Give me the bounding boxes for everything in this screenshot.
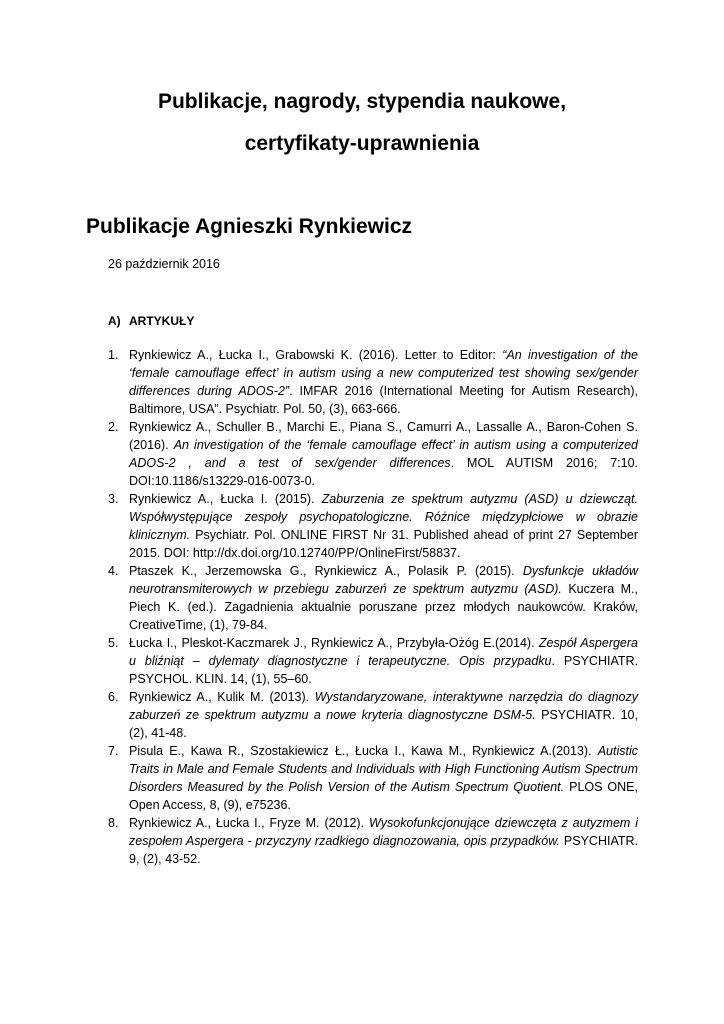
publication-citation-text: PLOS ONE, Open Access, 8, (9), e75236. bbox=[129, 780, 638, 812]
publication-citation-text: Psychiatr. Pol. ONLINE FIRST Nr 31. Published ahead of print 27 September 2015. DOI: http://dx.doi.org/10.12740/PP/OnlineFirst/58837. bbox=[129, 528, 638, 560]
publication-number: 4. bbox=[108, 564, 119, 578]
publication-citation-text: Rynkiewicz A., Łucka I. (2015). bbox=[129, 492, 322, 506]
publication-citation-text: Rynkiewicz A., Schuller B., Marchi E., Piana S., Camurri A., Lassalle A., Baron-Cohen S. (2016). bbox=[129, 420, 638, 452]
publication-item bbox=[108, 418, 638, 490]
subsection-heading bbox=[108, 313, 194, 329]
publication-item bbox=[108, 490, 638, 562]
document-title-line-1: Publikacje, nagrody, stypendia naukowe, bbox=[157, 90, 567, 113]
publication-item bbox=[108, 688, 638, 742]
publication-title-text: “An investigation of the ‘female camouflage effect’ in autism using a new computerized test showing sex/gender differences during ADOS-2” bbox=[129, 348, 638, 398]
publication-number: 6. bbox=[108, 690, 119, 704]
publication-citation-text: Łucka I., Pleskot-Kaczmarek J., Rynkiewicz A., Przybyła-Ożóg E.(2014). bbox=[129, 636, 539, 650]
publication-list bbox=[108, 346, 638, 868]
publication-citation-text: . PSYCHIATR. PSYCHOL. KLIN. 14, (1), 55–60. bbox=[129, 654, 638, 686]
publication-title-text: Wystandaryzowane, interaktywne narzędzia do diagnozy zaburzeń ze spektrum autyzmu a nowe kryteria diagnostyczne DSM-5. bbox=[129, 690, 638, 722]
publication-item bbox=[108, 814, 638, 868]
publication-item bbox=[108, 742, 638, 814]
publication-title-text: Autistic Traits in Male and Female Students and Individuals with High Functioning Autism Spectrum Disorders Measured by the Polish Version of the Autism Spectrum Quotient. bbox=[129, 744, 638, 794]
subsection-label: ARTYKUŁY bbox=[129, 314, 195, 328]
publication-citation-text: . IMFAR 2016 (International Meeting for Autism Research), Baltimore, USA”. Psychiatr. Pol. 50, (3), 663-666. bbox=[129, 384, 639, 416]
publication-title-text: Zespół Aspergera u bliźniąt – dylematy diagnostyczne i terapeutyczne. Opis przypadku bbox=[129, 636, 638, 668]
publication-number: 8. bbox=[108, 816, 119, 830]
publication-citation-text: Kuczera M., Piech K. (ed.). Zagadnienia aktualnie poruszane przez młodych naukowców. Kraków, CreativeTime, (1), 79-84. bbox=[129, 582, 638, 632]
publication-number: 3. bbox=[108, 492, 119, 506]
publication-citation-text: Rynkiewicz A., Łucka I., Grabowski K. (2016). Letter to Editor: bbox=[129, 348, 503, 362]
section-heading: Publikacje Agnieszki Rynkiewicz bbox=[86, 215, 413, 238]
publication-item bbox=[108, 562, 638, 634]
publication-number: 7. bbox=[108, 744, 119, 758]
publication-citation-text: Pisula E., Kawa R., Szostakiewicz Ł., Łucka I., Kawa M., Rynkiewicz A.(2013). bbox=[129, 744, 598, 758]
publication-item bbox=[108, 634, 638, 688]
publication-citation-text: Ptaszek K., Jerzemowska G., Rynkiewicz A., Polasik P. (2015). bbox=[129, 564, 523, 578]
publication-item bbox=[108, 346, 638, 418]
document-date: 26 październik 2016 bbox=[108, 257, 220, 271]
publication-title-text: An investigation of the ‘female camouflage effect’ in autism using a computerized ADOS-2 , and a test of sex/gender differences bbox=[129, 438, 638, 470]
publication-title-text: Zaburzenia ze spektrum autyzmu (ASD) u dziewcząt. Współwystępujące zespoły psychopatologiczne. Różnice międzypłciowe w obrazie klinicznym. bbox=[129, 492, 638, 542]
publication-citation-text: Rynkiewicz A., Łucka I., Fryze M. (2012). bbox=[129, 816, 369, 830]
publication-number: 5. bbox=[108, 636, 119, 650]
publication-citation-text: PSYCHIATR. 9, (2), 43-52. bbox=[129, 834, 639, 866]
subsection-letter: A) bbox=[108, 314, 121, 328]
publication-number: 2. bbox=[108, 420, 119, 434]
publication-citation-text: PSYCHIATR. 10, (2), 41-48. bbox=[129, 708, 638, 740]
publication-citation-text: . MOL AUTISM 2016; 7:10. DOI:10.1186/s13229-016-0073-0. bbox=[129, 456, 638, 488]
publication-citation-text: Rynkiewicz A., Kulik M. (2013). bbox=[129, 690, 315, 704]
publication-title-text: Dysfunkcje układów neurotransmiterowych w przebiegu zaburzeń ze spektrum autyzmu (ASD). bbox=[129, 564, 639, 596]
publication-number: 1. bbox=[108, 348, 119, 362]
document-title-line-2: certyfikaty-uprawnienia bbox=[244, 132, 480, 155]
publication-title-text: Wysokofunkcjonujące dziewczęta z autyzmem i zespołem Aspergera - przyczyny rzadkiego diagnozowania, opis przypadków. bbox=[129, 816, 638, 848]
